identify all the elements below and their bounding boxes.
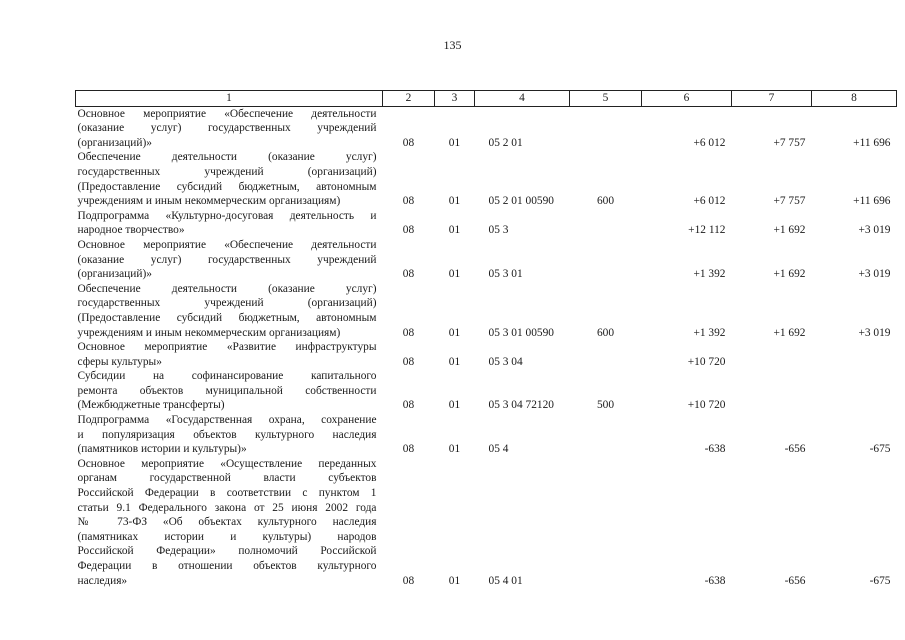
description-line: органам государственной власти субъектов <box>77 472 377 485</box>
amount-col-6: -638 <box>704 443 726 456</box>
amount-col-6: +6 012 <box>693 195 726 208</box>
amount-col-6: -638 <box>704 574 726 587</box>
target-article-code: 05 3 01 <box>488 268 523 281</box>
amount-col-6: +6 012 <box>693 136 726 149</box>
description-line: Российской Федерации в соответствии с пунктом 1 <box>77 487 377 500</box>
target-article-code: 05 3 01 00590 <box>488 326 554 339</box>
description-line: учреждениям и иным некоммерческим организациям) <box>77 326 341 339</box>
table-row <box>76 282 897 340</box>
description-line: сферы культуры» <box>77 355 162 368</box>
amount-col-6: +1 392 <box>693 326 726 339</box>
amount-col-8: +11 696 <box>853 195 891 208</box>
row-description <box>76 457 383 588</box>
table-header <box>76 91 897 107</box>
amount-col-8: +3 019 <box>858 268 891 281</box>
description-line: (организаций)» <box>77 136 152 149</box>
description-line: Обеспечение деятельности (оказание услуг) <box>77 151 377 164</box>
header-col-4: 4 <box>475 91 570 107</box>
description-line: № 73-ФЗ «Об объектах культурного наследия <box>77 516 377 529</box>
description-line: Российской Федерации» полномочий Российской <box>77 545 377 558</box>
amount-col-7 <box>732 369 812 413</box>
description-line: Основное мероприятие «Осуществление переданных <box>77 457 377 470</box>
subsection-code: 01 <box>448 574 461 587</box>
expense-type-code <box>570 238 642 282</box>
amount-col-7: -656 <box>784 443 806 456</box>
amount-col-7: -656 <box>784 574 806 587</box>
description-line: ремонта объектов муниципальной собственности <box>77 384 377 397</box>
description-line: Подпрограмма «Государственная охрана, сохранение <box>77 414 377 427</box>
section-code: 08 <box>402 399 415 412</box>
row-description <box>76 209 383 238</box>
description-line: (памятников истории и культуры)» <box>77 443 247 456</box>
table-row <box>76 238 897 282</box>
table-row <box>76 457 897 588</box>
budget-table <box>75 90 897 588</box>
row-description <box>76 150 383 208</box>
table-body <box>76 106 897 588</box>
description-line: статьи 9.1 Федерального закона от 25 июня 2002 года <box>77 501 377 514</box>
description-line: Субсидии на софинансирование капитального <box>77 370 377 383</box>
description-line: государственных учреждений (организаций) <box>77 165 377 178</box>
subsection-code: 01 <box>448 224 461 237</box>
amount-col-7: +1 692 <box>773 224 806 237</box>
expense-type-code: 500 <box>596 399 615 412</box>
target-article-code: 05 2 01 <box>488 136 523 149</box>
subsection-code: 01 <box>448 268 461 281</box>
page-number: 135 <box>443 38 462 52</box>
subsection-code: 01 <box>448 399 461 412</box>
table-row <box>76 150 897 208</box>
target-article-code: 05 2 01 00590 <box>488 195 554 208</box>
header-col-6: 6 <box>642 91 732 107</box>
expense-type-code <box>570 413 642 457</box>
amount-col-8: +11 696 <box>853 136 891 149</box>
expense-type-code: 600 <box>596 195 615 208</box>
amount-col-8: +3 019 <box>858 224 891 237</box>
header-col-8: 8 <box>812 91 897 107</box>
description-line: (оказание услуг) государственных учреждений <box>77 122 377 135</box>
expense-type-code: 600 <box>596 326 615 339</box>
description-line: наследия» <box>77 574 128 587</box>
description-line: Подпрограмма «Культурно-досуговая деятельность и <box>77 209 377 222</box>
row-description <box>76 106 383 150</box>
header-col-5: 5 <box>570 91 642 107</box>
subsection-code: 01 <box>448 443 461 456</box>
subsection-code: 01 <box>448 195 461 208</box>
target-article-code: 05 3 04 72120 <box>488 399 554 412</box>
section-code: 08 <box>402 326 415 339</box>
description-line: (Предоставление субсидий бюджетным, автономным <box>77 180 377 193</box>
section-code: 08 <box>402 268 415 281</box>
amount-col-8 <box>812 369 897 413</box>
row-description <box>76 340 383 369</box>
amount-col-7 <box>732 340 812 369</box>
description-line: и популяризация объектов культурного наследия <box>77 428 377 441</box>
expense-type-code <box>570 106 642 150</box>
row-description <box>76 282 383 340</box>
header-col-2: 2 <box>383 91 435 107</box>
description-line: (памятниках истории и культуры) народов <box>77 530 377 543</box>
row-description <box>76 238 383 282</box>
target-article-code: 05 4 01 <box>488 574 523 587</box>
description-line: учреждениям и иным некоммерческим организациям) <box>77 195 341 208</box>
description-line: Основное мероприятие «Обеспечение деятельности <box>77 238 377 251</box>
subsection-code: 01 <box>448 326 461 339</box>
subsection-code: 01 <box>448 355 461 368</box>
section-code: 08 <box>402 136 415 149</box>
amount-col-7: +1 692 <box>773 326 806 339</box>
amount-col-6: +12 112 <box>688 224 726 237</box>
target-article-code: 05 3 <box>488 224 509 237</box>
amount-col-8: +3 019 <box>858 326 891 339</box>
expense-type-code <box>570 340 642 369</box>
section-code: 08 <box>402 224 415 237</box>
table-row <box>76 369 897 413</box>
header-col-3: 3 <box>435 91 475 107</box>
description-line: Основное мероприятие «Развитие инфраструктуры <box>77 341 377 354</box>
description-line: народное творчество» <box>77 224 185 237</box>
amount-col-8: -675 <box>869 443 891 456</box>
table-row <box>76 340 897 369</box>
description-line: Основное мероприятие «Обеспечение деятельности <box>77 107 377 120</box>
amount-col-6: +10 720 <box>687 355 726 368</box>
expense-type-code <box>570 457 642 588</box>
header-row <box>76 91 897 107</box>
description-line: (оказание услуг) государственных учреждений <box>77 253 377 266</box>
subsection-code: 01 <box>448 136 461 149</box>
description-line: Федерации в отношении объектов культурного <box>77 560 377 572</box>
table-row <box>76 413 897 457</box>
section-code: 08 <box>402 355 415 368</box>
description-line: Обеспечение деятельности (оказание услуг) <box>77 282 377 295</box>
table-row <box>76 106 897 150</box>
row-description <box>76 413 383 457</box>
row-description <box>76 369 383 413</box>
description-line: (организаций)» <box>77 268 152 281</box>
amount-col-7: +1 692 <box>773 268 806 281</box>
expense-type-code <box>570 209 642 238</box>
amount-col-6: +10 720 <box>687 399 726 412</box>
description-line: государственных учреждений (организаций) <box>77 297 377 310</box>
amount-col-8: -675 <box>869 574 891 587</box>
amount-col-6: +1 392 <box>693 268 726 281</box>
section-code: 08 <box>402 195 415 208</box>
amount-col-7: +7 757 <box>773 195 806 208</box>
header-col-7: 7 <box>732 91 812 107</box>
amount-col-8 <box>812 340 897 369</box>
header-col-1: 1 <box>76 91 383 107</box>
description-line: (Предоставление субсидий бюджетным, автономным <box>77 311 377 324</box>
section-code: 08 <box>402 574 415 587</box>
section-code: 08 <box>402 443 415 456</box>
description-line: (Межбюджетные трансферты) <box>77 399 225 412</box>
target-article-code: 05 4 <box>488 443 509 456</box>
target-article-code: 05 3 04 <box>488 355 523 368</box>
amount-col-7: +7 757 <box>773 136 806 149</box>
table-row <box>76 209 897 238</box>
